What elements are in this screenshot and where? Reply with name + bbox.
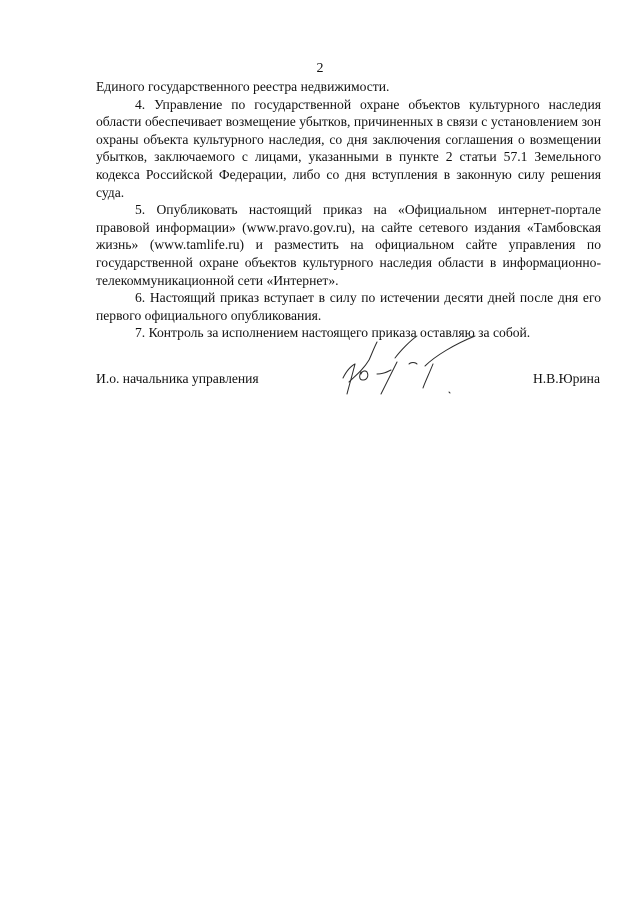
handwritten-signature	[325, 330, 505, 420]
paragraph-5: 5. Опубликовать настоящий приказ на «Официальном интернет-портале правовой информации» (www.pravo.gov.ru), на сайте сетевого издания «Тамбовская жизнь» (www.tamlife.ru) и разместить на официальном сайте управления по государственной охране объектов культурного наследия области в информационно-телекоммуникационной сети «Интернет».	[96, 202, 601, 288]
signatory-title: И.о. начальника управления	[96, 371, 259, 386]
paragraph-7: 7. Контроль за исполнением настоящего приказа оставляю за собой.	[135, 325, 531, 341]
paragraph-4: 4. Управление по государственной охране объектов культурного наследия области обеспечивает возмещение убытков, причиненных в связи с установлением зон охраны объекта культурного наследия, со дня заключения соглашения о возмещении убытков, заключаемого с лицами, указанными в пункте 2 статьи 57.1 Земельного кодекса Российской Федерации, либо со дня вступления в законную силу решения суда.	[96, 96, 601, 200]
paragraph-6: 6. Настоящий приказ вступает в силу по истечении десяти дней после дня его первого официального опубликования.	[96, 290, 601, 323]
signatory-name: Н.В.Юрина	[532, 371, 600, 386]
page-number: 2	[316, 61, 324, 76]
paragraph-continuation: Единого государственного реестра недвижимости.	[96, 79, 390, 94]
document-body	[96, 78, 601, 342]
